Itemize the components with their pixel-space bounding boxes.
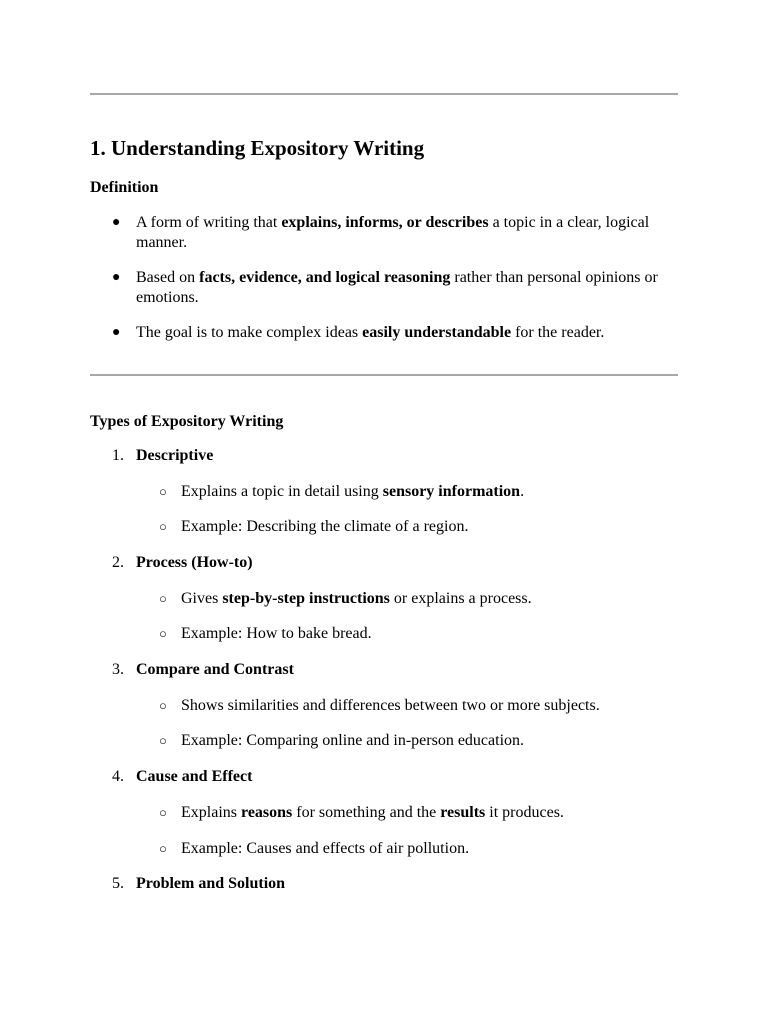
type-label: Problem and Solution <box>136 875 286 892</box>
hollow-circle-bullet-icon: ○ <box>159 591 167 606</box>
hollow-circle-bullet-icon: ○ <box>159 626 167 641</box>
type-label: Descriptive <box>136 447 214 464</box>
sub-text: for something and the <box>292 804 441 821</box>
bullet-text: A form of writing that <box>136 214 282 231</box>
sub-text: it produces. <box>485 804 564 821</box>
definition-bullet-2 <box>112 268 676 308</box>
filled-circle-bullet-icon: ● <box>112 325 121 340</box>
type-sub-item <box>159 517 469 537</box>
type-item-compare-contrast <box>112 660 294 680</box>
hollow-circle-bullet-icon: ○ <box>159 484 167 499</box>
sub-text: Example: Comparing online and in-person education. <box>181 732 525 749</box>
type-label: Cause and Effect <box>136 768 253 785</box>
sub-text: Example: How to bake bread. <box>181 625 372 642</box>
sub-text: . <box>520 483 525 500</box>
list-number: 3. <box>112 661 124 678</box>
type-sub-item <box>159 803 564 823</box>
sub-bold-text: sensory information <box>382 483 521 500</box>
type-item-problem-solution <box>112 874 286 894</box>
section-title: 1. Understanding Expository Writing <box>90 136 425 160</box>
definition-bullet-1 <box>112 213 676 253</box>
sub-text: Shows similarities and differences between two or more subjects. <box>181 697 600 714</box>
bullet-bold-text: explains, informs, or describes <box>281 214 489 231</box>
type-sub-item <box>159 589 532 609</box>
type-item-descriptive <box>112 446 214 466</box>
filled-circle-bullet-icon: ● <box>112 215 121 230</box>
sub-text: Explains <box>181 804 241 821</box>
sub-bold-text: results <box>440 804 486 821</box>
hollow-circle-bullet-icon: ○ <box>159 733 167 748</box>
type-label: Process (How-to) <box>136 554 253 571</box>
type-sub-item <box>159 624 372 644</box>
sub-text: Explains a topic in detail using <box>181 483 383 500</box>
definition-heading: Definition <box>90 179 159 196</box>
bullet-text: Based on <box>136 269 200 286</box>
type-sub-item <box>159 696 600 716</box>
sub-bold-text: reasons <box>241 804 293 821</box>
horizontal-rule-middle <box>90 374 678 376</box>
hollow-circle-bullet-icon: ○ <box>159 805 167 820</box>
sub-text: Example: Describing the climate of a region. <box>181 518 469 535</box>
sub-bold-text: step-by-step instructions <box>222 590 390 607</box>
type-label: Compare and Contrast <box>136 661 294 678</box>
types-heading: Types of Expository Writing <box>90 413 284 430</box>
bullet-text: a topic in a clear, logical manner. <box>136 214 650 251</box>
list-number: 1. <box>112 447 124 464</box>
type-sub-item <box>159 482 525 502</box>
list-number: 4. <box>112 768 124 785</box>
sub-text: Gives <box>181 590 223 607</box>
type-sub-item <box>159 839 470 859</box>
definition-bullet-3 <box>112 323 676 343</box>
hollow-circle-bullet-icon: ○ <box>159 698 167 713</box>
type-sub-item <box>159 731 525 751</box>
sub-text: or explains a process. <box>389 590 532 607</box>
list-number: 2. <box>112 554 124 571</box>
list-number: 5. <box>112 875 124 892</box>
horizontal-rule-top <box>90 93 678 95</box>
sub-text: Example: Causes and effects of air pollution. <box>181 840 470 857</box>
hollow-circle-bullet-icon: ○ <box>159 519 167 534</box>
type-item-cause-effect <box>112 767 253 787</box>
bullet-text: rather than personal opinions or emotions. <box>136 269 658 306</box>
hollow-circle-bullet-icon: ○ <box>159 841 167 856</box>
type-item-process <box>112 553 253 573</box>
bullet-text: The goal is to make complex ideas <box>136 324 363 341</box>
bullet-text: for the reader. <box>511 324 605 341</box>
bullet-bold-text: facts, evidence, and logical reasoning <box>199 269 451 286</box>
filled-circle-bullet-icon: ● <box>112 270 121 285</box>
bullet-bold-text: easily understandable <box>362 324 512 341</box>
